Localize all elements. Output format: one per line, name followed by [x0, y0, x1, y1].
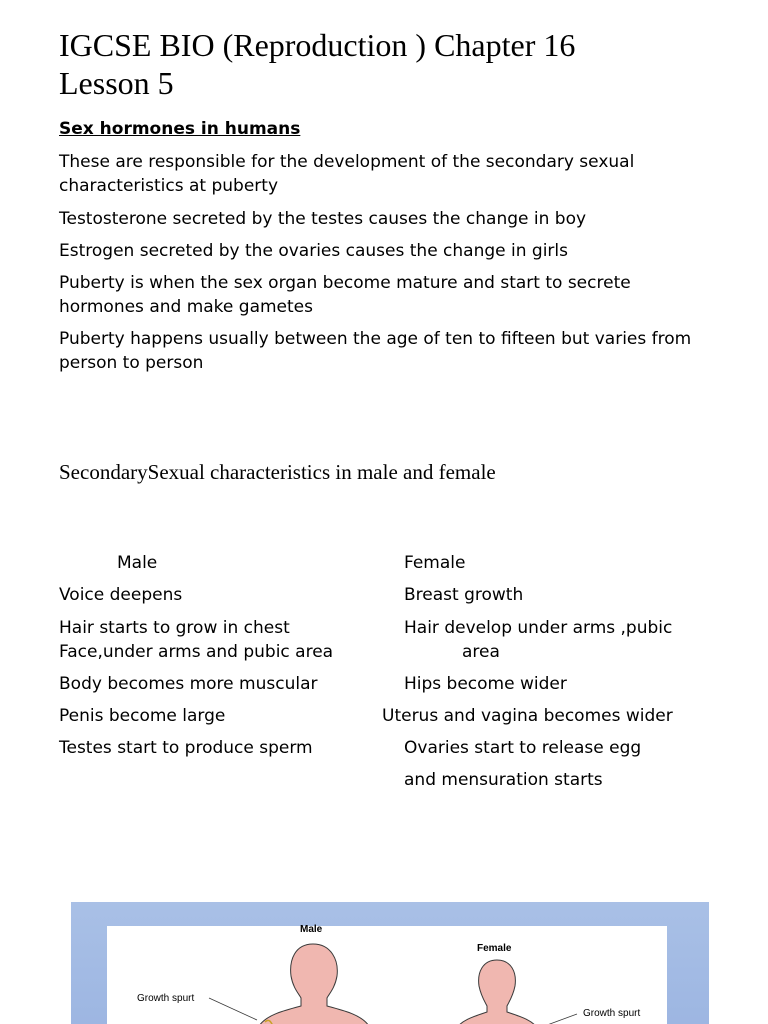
male-item: Face,under arms and pubic area — [59, 642, 334, 662]
figure-growth-spurt-label-right: Growth spurt — [583, 1008, 641, 1019]
female-item: Breast growth — [404, 585, 524, 605]
lesson-title-line-2: Lesson 5 — [59, 65, 174, 101]
paragraph-testosterone: Testosterone secreted by the testes causes the change in boy — [59, 209, 587, 229]
figure-growth-spurt-label-left: Growth spurt — [137, 993, 195, 1004]
puberty-figure — [71, 902, 709, 1024]
section-heading: Sex hormones in humans — [59, 119, 301, 139]
paragraph-puberty-definition: Puberty is when the sex organ become mature and start to secrete hormones and make gametes — [59, 273, 631, 317]
growth-spurt-pointer-right — [539, 1014, 577, 1024]
figure-panel — [107, 926, 667, 1024]
male-item: Voice deepens — [59, 585, 183, 605]
characteristics-title: SecondarySexual characteristics in male and female — [59, 460, 496, 484]
lesson-title — [59, 26, 749, 102]
male-item: Hair starts to grow in chest — [59, 618, 290, 638]
female-item: and mensuration starts — [404, 770, 603, 790]
female-item: Hips become wider — [404, 674, 567, 694]
female-column-header: Female — [404, 553, 466, 573]
paragraph-puberty-age: Puberty happens usually between the age of ten to fifteen but varies from person to person — [59, 329, 692, 373]
male-column-header: Male — [117, 553, 158, 573]
figure-female-label: Female — [477, 943, 512, 954]
male-item: Body becomes more muscular — [59, 674, 318, 694]
male-item: Penis become large — [59, 706, 226, 726]
female-item: Uterus and vagina becomes wider — [382, 706, 673, 726]
male-silhouette — [257, 944, 371, 1024]
figure-male-label: Male — [300, 924, 323, 935]
female-item: Ovaries start to release egg — [404, 738, 642, 758]
paragraph-estrogen: Estrogen secreted by the ovaries causes the change in girls — [59, 241, 569, 261]
female-item: Hair develop under arms ,pubic — [404, 618, 673, 638]
female-item: area — [462, 642, 500, 662]
lesson-title-line-1: IGCSE BIO (Reproduction ) Chapter 16 — [59, 27, 576, 63]
paragraph-definition: These are responsible for the development of the secondary sexual characteristics at puberty — [59, 152, 635, 196]
female-silhouette — [453, 960, 541, 1024]
male-item: Testes start to produce sperm — [59, 738, 313, 758]
growth-spurt-pointer-left — [209, 998, 257, 1020]
